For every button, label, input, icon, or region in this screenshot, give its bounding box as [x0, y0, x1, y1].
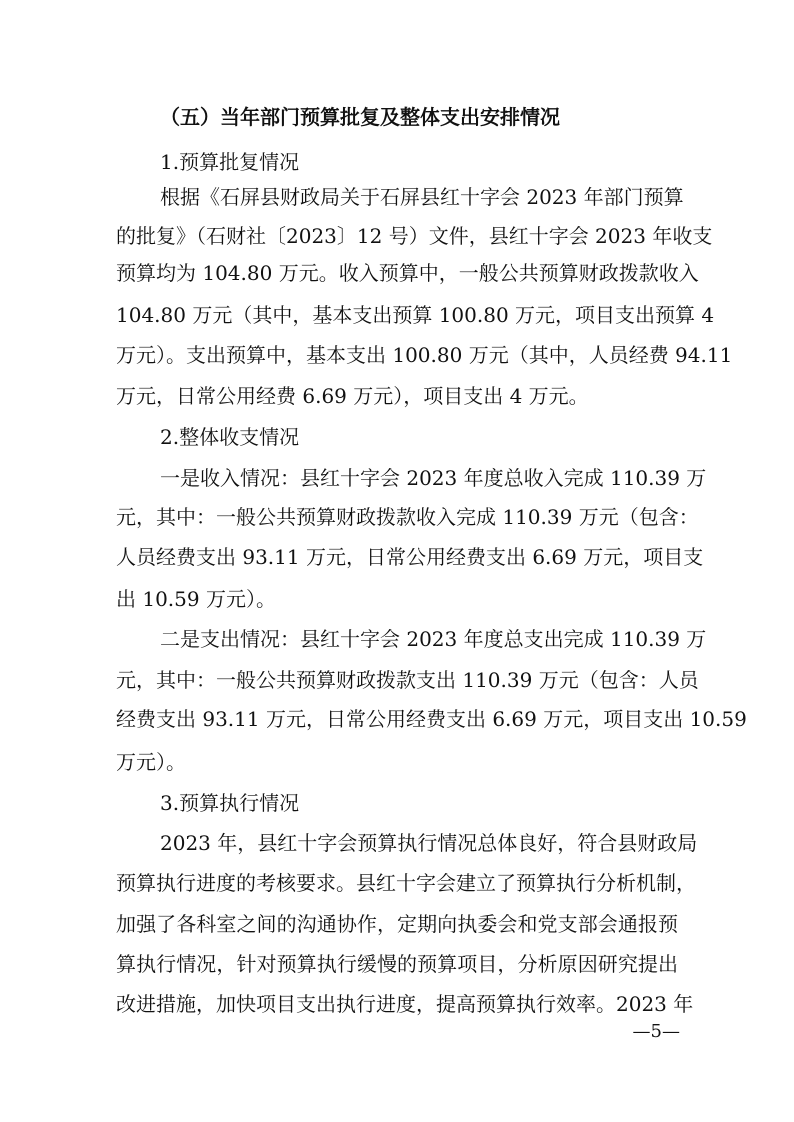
paragraph-line: 104.80 万元（其中，基本支出预算 100.80 万元，项目支出预算 4	[116, 303, 715, 327]
page-number: —5—	[632, 1021, 680, 1042]
paragraph-line: 一是收入情况：县红十字会 2023 年度总收入完成 110.39 万	[160, 466, 707, 490]
paragraph-line: 万元，日常公用经费 6.69 万元），项目支出 4 万元。	[116, 384, 589, 408]
paragraph-line: 预算均为 104.80 万元。收入预算中，一般公共预算财政拨款收入	[116, 261, 699, 285]
paragraph-line: 万元）。	[116, 750, 186, 774]
paragraph-line: 元，其中：一般公共预算财政拨款收入完成 110.39 万元（包含：	[116, 505, 699, 529]
subsection-title-overall-income-expense: 2.整体收支情况	[160, 425, 300, 449]
paragraph-line: 改进措施，加快项目支出执行进度，提高预算执行效率。2023 年	[116, 992, 694, 1016]
paragraph-line: 元，其中：一般公共预算财政拨款支出 110.39 万元（包含：人员	[116, 668, 699, 692]
paragraph-line: 二是支出情况：县红十字会 2023 年度总支出完成 110.39 万	[160, 627, 707, 651]
paragraph-line: 根据《石屏县财政局关于石屏县红十字会 2023 年部门预算	[160, 185, 684, 209]
paragraph-line: 经费支出 93.11 万元，日常公用经费支出 6.69 万元，项目支出 10.59	[116, 707, 747, 731]
paragraph-line: 预算执行进度的考核要求。县红十字会建立了预算执行分析机制，	[116, 871, 696, 895]
paragraph-line: 算执行情况，针对预算执行缓慢的预算项目，分析原因研究提出	[116, 952, 678, 976]
paragraph-line: 人员经费支出 93.11 万元，日常公用经费支出 6.69 万元，项目支	[116, 545, 704, 569]
paragraph-line: 2023 年，县红十字会预算执行情况总体良好，符合县财政局	[160, 831, 698, 855]
paragraph-line: 出 10.59 万元）。	[116, 587, 276, 611]
subsection-title-budget-approval: 1.预算批复情况	[160, 150, 300, 174]
paragraph-line: 加强了各科室之间的沟通协作，定期向执委会和党支部会通报预	[116, 912, 678, 936]
paragraph-line: 万元）。支出预算中，基本支出 100.80 万元（其中，人员经费 94.11	[116, 343, 733, 367]
section-heading: （五）当年部门预算批复及整体支出安排情况	[160, 105, 560, 129]
subsection-title-budget-execution: 3.预算执行情况	[160, 791, 300, 815]
paragraph-line: 的批复》（石财社〔2023〕12 号）文件，县红十字会 2023 年收支	[116, 224, 713, 248]
